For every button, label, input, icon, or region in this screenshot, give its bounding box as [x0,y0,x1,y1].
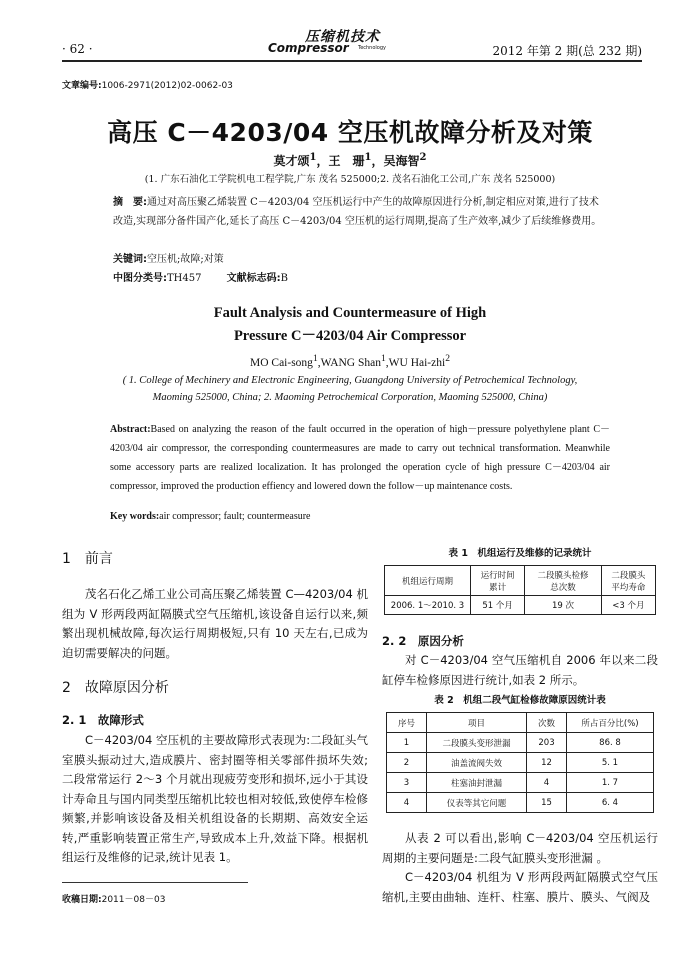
section-1-paragraph: 茂名石化乙烯工业公司高压聚乙烯装置 C—4203/04 机组为 V 形两段两缸隔膜式空气压缩机,该设备自运行以来,频繁出现机械故障,每次运行周期极短,只有 10 天左右,已成为迫切需要解决的问题。 [62,587,368,660]
table-2-cell: 1. 7 [567,773,654,793]
table-2-cell: 3 [387,773,427,793]
table-2-cell: 6. 4 [567,793,654,813]
keywords-cn-label: 关键词: [113,254,147,265]
doc-code-label: 文献标志码: [226,273,281,284]
section-2-2-heading: 2. 2 原因分析 [382,634,464,648]
classification [113,269,288,284]
page-number: · 62 · [62,42,93,56]
table-2-cell: 4 [387,793,427,813]
table-1-cell: <3 个月 [601,596,655,615]
issue-info: 2012 年第 2 期(总 232 期) [492,44,642,58]
table-2-cell: 86. 8 [567,733,654,753]
author-en-1-sup: 1 [312,353,318,364]
author-en-3: WU Hai-zhi [388,356,446,369]
author-sep: ， [316,154,329,168]
header-rule [62,60,642,62]
author-sep: , [317,356,321,369]
affiliation-en [0,372,700,406]
table-row [387,753,654,773]
author-en-2: WANG Shan [320,356,381,369]
table-1-cell: 19 次 [525,596,602,615]
author-sep: ， [371,154,384,168]
table-2-header-cell: 所占百分比(%) [567,713,654,733]
abstract-cn-text: 通过对高压聚乙烯装置 C－4203/04 空压机运行中产生的故障原因进行分析,制定相应对策,进行了技术改造,实现部分备件国产化,延长了高压 C－4203/04 空压机的运行周期,提高了生产效率,减少了后续维修费用。 [113,197,602,227]
title-en-line2: Pressure C－4203/04 Air Compressor [233,328,467,344]
section-2-1-paragraph: C－4203/04 空压机的主要故障形式表现为:二段缸头气室膜头振动过大,造成膜片、密封圈等相关零部件损坏失效;二段常常运行 2～3 个月就出现疲劳变形和损坏,远小于其设计寿命且与国内同类型压缩机比较也相对较低,致使停车检修频繁,并影响该设备及相关机组设备的长期期、高效安全运转,严重影响装置正常生产,导致成本上升,效益下降。根据机组运行及维修的记录,统计见表 1。 [62,733,368,864]
table-2-cell: 2 [387,753,427,773]
authors-en [0,353,700,369]
footnote-rule [62,882,248,883]
table-2 [386,712,654,813]
table-1-cell: 2006. 1～2010. 3 [385,596,471,615]
table-2-cell: 油盖流阀失效 [427,753,527,773]
author-cn-3-sup: 2 [419,152,427,163]
author-cn-1-sup: 1 [309,152,317,163]
received-date [62,892,165,905]
author-cn-2: 王 珊 [328,154,365,168]
table-2-cell: 柱塞油封泄漏 [427,773,527,793]
doc-code-value: B [280,273,289,284]
received-date-value: 2011－08－03 [101,895,166,905]
title-cn: 高压 C－4203/04 空压机故障分析及对策 [107,118,593,147]
table-2-cell: 仪表等其它问题 [427,793,527,813]
table-1-header-cell: 机组运行周期 [385,566,471,596]
table-2-header-cell: 次数 [527,713,567,733]
author-en-2-sup: 1 [380,353,386,364]
journal-logo [268,26,386,56]
abstract-en-label: Abstract: [110,424,151,435]
authors-cn [0,152,700,169]
affiliation-en-line1: ( 1. College of Mechinery and Electronic Engineering, Guangdong University of Petrochemical Technology, [122,375,578,386]
classification-label: 中图分类号: [113,273,167,284]
section-1-heading: 1 前言 [62,551,113,567]
logo-en-text: Compressor [268,41,349,55]
table-row [387,793,654,813]
table-1 [384,565,656,615]
affiliation-en-line2: Maoming 525000, China; 2. Maoming Petrochemical Corporation, Maoming 525000, China) [152,392,548,403]
table-2-cell: 二段膜头变形泄漏 [427,733,527,753]
author-en-1: MO Cai-song [250,356,313,369]
section-2-2-paragraph: 对 C－4203/04 空气压缩机自 2006 年以来二段缸停车检修原因进行统计,如表 2 所示。 [382,653,658,687]
abstract-en [110,420,610,496]
table-2-cell: 1 [387,733,427,753]
table-1-header-row [385,566,656,596]
section-2-1-heading: 2. 1 故障形式 [62,713,144,727]
table-1-cell: 51 个月 [471,596,525,615]
table-1-header-cell: 运行时间 累计 [471,566,525,596]
keywords-en-label: Key words: [110,511,160,522]
abstract-en-text: Based on analyzing the reason of the fault occurred in the operation of high－pressure polyethylene plant C－4203/04 air compressor, the corresponding countermeasures are made to carry out technical transformation. Meanwhile some accessory parts are realized localization. It has prolonged the operation cycle of high pressure C－4203/04 air compressor, improved the production effiency and lowered down the follow－up maintenance costs. [110,424,610,492]
keywords-cn [113,250,224,265]
table-2-caption: 表 2 机组二段气缸检修故障原因统计表 [434,695,606,706]
section-2-2-paragraph-2: 从表 2 可以看出,影响 C－4203/04 空压机运行周期的主要问题是:二段气缸膜头变形泄漏 。 [382,831,658,865]
section-2-2-paragraph-3: C－4203/04 机组为 V 形两段两缸隔膜式空气压缩机,主要由曲轴、连杆、柱塞、膜片、膜头、气阀及 [382,870,658,904]
author-cn-2-sup: 1 [364,152,372,163]
table-2-cell: 15 [527,793,567,813]
table-2-header-row [387,713,654,733]
abstract-cn-label: 摘 要: [113,197,147,208]
affiliation-cn: (1. 广东石油化工学院机电工程学院,广东 茂名 525000;2. 茂名石油化工公司,广东 茂名 525000) [144,174,556,185]
title-en [0,302,700,348]
keywords-cn-text: 空压机;故障;对策 [147,254,224,265]
table-1-header-cell: 二段膜头 平均寿命 [601,566,655,596]
logo-cn-text: 压缩机技术 [305,29,380,45]
logo-small-text: Technology [357,45,386,51]
author-cn-1: 莫才颂 [273,154,310,168]
classification-value: TH457 [167,273,202,284]
table-2-header-cell: 项目 [427,713,527,733]
table-2-cell: 5. 1 [567,753,654,773]
title-en-line1: Fault Analysis and Countermeasure of High [213,305,487,321]
table-row [385,596,656,615]
body-right-column [382,545,658,907]
table-2-cell: 12 [527,753,567,773]
keywords-en-text: air compressor; fault; countermeasure [159,511,311,522]
author-en-3-sup: 2 [445,353,450,364]
table-1-caption: 表 1 机组运行及维修的记录统计 [448,548,592,559]
abstract-cn [113,193,602,231]
body-left-column [62,548,368,868]
article-number-label: 文章编号: [62,81,102,91]
section-2-heading: 2 故障原因分析 [62,680,169,696]
table-2-header-cell: 序号 [387,713,427,733]
article-number-value: 1006-2971(2012)02-0062-03 [101,81,233,91]
table-row [387,733,654,753]
article-number [62,78,233,91]
keywords-en [110,511,311,522]
table-2-cell: 203 [527,733,567,753]
received-date-label: 收稿日期: [62,895,102,905]
author-cn-3: 吴海智 [383,154,420,168]
table-row [387,773,654,793]
table-1-header-cell: 二段膜头检修 总次数 [525,566,602,596]
author-sep: , [385,356,389,369]
table-2-cell: 4 [527,773,567,793]
